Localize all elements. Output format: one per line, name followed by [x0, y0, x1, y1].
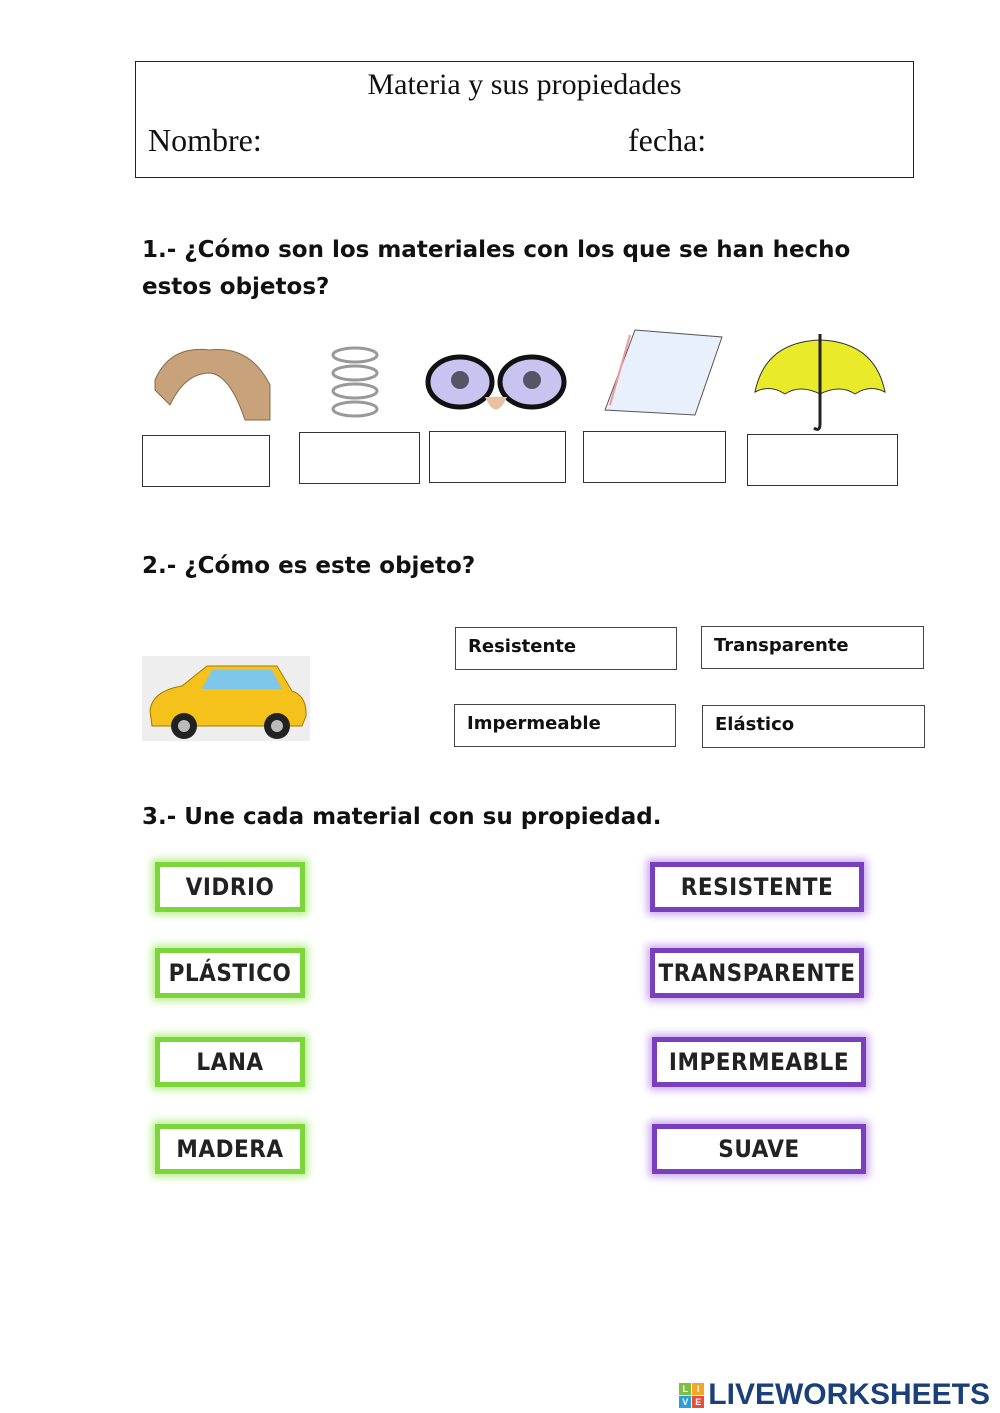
- logo-icon: L I V E: [679, 1383, 704, 1408]
- header-box: [135, 61, 914, 178]
- answer-box-bridge[interactable]: [142, 435, 270, 487]
- answer-box-paper[interactable]: [583, 431, 726, 483]
- question-3: 3.- Une cada material con su propiedad.: [142, 804, 662, 830]
- material-lana[interactable]: LANA: [155, 1037, 305, 1087]
- paper-image: [600, 325, 725, 420]
- option-resistente[interactable]: Resistente: [455, 627, 677, 670]
- answer-box-glasses[interactable]: [429, 431, 566, 483]
- car-image: [142, 656, 310, 741]
- option-impermeable[interactable]: Impermeable: [454, 704, 676, 747]
- date-label: fecha:: [628, 122, 707, 158]
- question-2: 2.- ¿Cómo es este objeto?: [142, 553, 476, 579]
- glasses-image: [425, 352, 567, 422]
- option-transparente[interactable]: Transparente: [701, 626, 924, 669]
- property-transparente[interactable]: TRANSPARENTE: [650, 948, 864, 998]
- property-suave[interactable]: SUAVE: [652, 1124, 866, 1174]
- bridge-image: [150, 345, 275, 425]
- property-resistente[interactable]: RESISTENTE: [650, 862, 864, 912]
- liveworksheets-logo: [679, 1378, 990, 1412]
- material-plastico[interactable]: PLÁSTICO: [155, 948, 305, 998]
- material-madera[interactable]: MADERA: [155, 1124, 305, 1174]
- property-impermeable[interactable]: IMPERMEABLE: [652, 1037, 866, 1087]
- worksheet-title: Materia y sus propiedades: [367, 68, 682, 101]
- spring-image: [325, 335, 385, 427]
- answer-box-umbrella[interactable]: [747, 434, 898, 486]
- umbrella-image: [750, 332, 888, 434]
- name-label: Nombre:: [148, 122, 262, 158]
- material-vidrio[interactable]: VIDRIO: [155, 862, 305, 912]
- answer-box-spring[interactable]: [299, 432, 420, 484]
- option-elastico[interactable]: Elástico: [702, 705, 925, 748]
- logo-text: LIVEWORKSHEETS: [708, 1378, 990, 1411]
- question-1: 1.- ¿Cómo son los materiales con los que se han hecho estos objetos?: [142, 237, 851, 300]
